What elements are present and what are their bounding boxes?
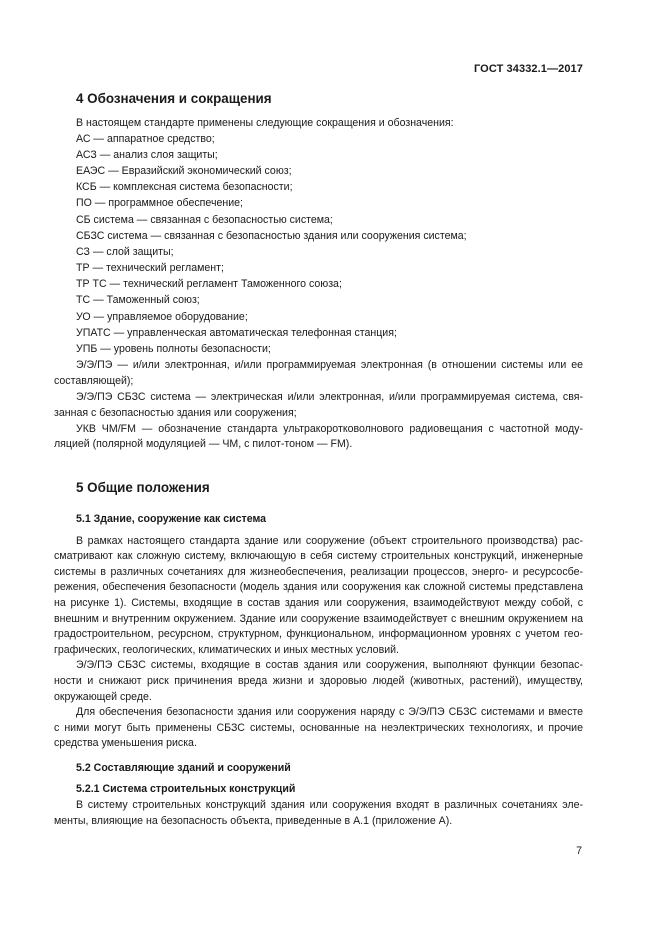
- section-5: [54, 479, 583, 829]
- abbreviation-item-line: Э/Э/ПЭ СБЗС система — электрическая и/или электронная, и/или программируемая система, свя-: [76, 391, 583, 403]
- abbreviation-item: ЕАЭС — Евразийский экономический союз;: [76, 164, 292, 177]
- page-number: 7: [576, 845, 582, 857]
- section-4: [54, 90, 583, 453]
- subsection-5-2-title: 5.2 Составляющие зданий и сооружений: [76, 761, 291, 774]
- document-code: ГОСТ 34332.1—2017: [473, 63, 583, 75]
- paragraph-line: сматривают как сложную систему, включающую в себя систему строительных конструкций, инженерные: [54, 550, 583, 563]
- paragraph-line: графических, геологических, климатических и иных местных условий.: [54, 643, 399, 656]
- section-4-intro: В настоящем стандарте применены следующие сокращения и обозначения:: [76, 117, 454, 129]
- abbreviation-item: АС — аппаратное средство;: [76, 132, 215, 145]
- abbreviation-item: СБЗС система — связанная с безопасностью здания или сооружения система;: [76, 229, 467, 242]
- abbreviation-item: УО — управляемое оборудование;: [76, 310, 248, 323]
- subsection-5-1-title: 5.1 Здание, сооружение как система: [76, 512, 267, 525]
- abbreviation-item: КСБ — комплексная система безопасности;: [76, 181, 293, 194]
- subsection-5-1-body: [54, 534, 583, 752]
- abbreviation-item-wrapped: [54, 390, 583, 421]
- abbreviation-item: СЗ — слой защиты;: [76, 245, 174, 258]
- paragraph-line: режения, обеспечения безопасности (модель здания или сооружения как сложной системы представлена: [54, 581, 583, 594]
- abbreviation-item: ТР ТС — технический регламент Таможенного союза;: [76, 278, 342, 291]
- abbreviation-wrapped-list: [54, 358, 583, 453]
- section-5-title: 5 Общие положения: [76, 479, 210, 495]
- abbreviation-item-continuation: ляцией (полярной модуляцией — ЧМ, с пилот-тоном — FM).: [54, 438, 353, 451]
- paragraph-line: градостроительном, ресурсном, структурном, функциональном, информационном уровнях с учетом гео-: [54, 628, 583, 641]
- abbreviation-item: ТР — технический регламент;: [76, 262, 224, 275]
- abbreviation-item: СБ система — связанная с безопасностью система;: [76, 213, 333, 226]
- abbreviation-item: АСЗ — анализ слоя защиты;: [76, 148, 218, 161]
- paragraph-first-line: В систему строительных конструкций здания или сооружения входят в различных сочетаниях эле-: [76, 799, 583, 812]
- abbreviation-item-line: УКВ ЧМ/FM — обозначение стандарта ультракоротковолнового радиовещания с частотной моду-: [76, 422, 583, 435]
- paragraph-first-line: В рамках настоящего стандарта здание или сооружение (объект строительного производства) рас-: [76, 534, 583, 547]
- abbreviation-item-wrapped: [54, 358, 583, 389]
- abbreviation-list: [76, 132, 583, 358]
- subsection-5-2-1-body: [54, 798, 583, 829]
- abbreviation-item: УПАТС — управленческая автоматическая телефонная станция;: [76, 326, 397, 339]
- body-paragraph: [54, 658, 583, 705]
- paragraph-line: средства уменьшения риска.: [54, 737, 197, 750]
- page-content: [54, 90, 583, 829]
- abbreviation-item-continuation: составляющей);: [54, 374, 134, 387]
- subsection-5-2-1-title: 5.2.1 Система строительных конструкций: [76, 783, 296, 796]
- abbreviation-item: ТС — Таможенный союз;: [76, 294, 200, 307]
- paragraph-first-line: Для обеспечения безопасности здания или сооружения наряду с Э/Э/ПЭ СБЗС системами и вместе: [76, 706, 583, 719]
- section-4-title: 4 Обозначения и сокращения: [76, 91, 272, 106]
- paragraph-line: менты, влияющие на безопасность объекта, приведенные в А.1 (приложение А).: [54, 814, 453, 827]
- abbreviation-item: УПБ — уровень полноты безопасности;: [76, 343, 271, 356]
- paragraph-line: внешним и внутренним окружением. Здание или сооружение взаимодействует с внешним окружением на: [54, 612, 583, 625]
- body-paragraph: [54, 798, 583, 829]
- paragraph-first-line: Э/Э/ПЭ СБЗС системы, входящие в состав здания или сооружения, выполняют функции безопас-: [76, 659, 583, 672]
- abbreviation-item-wrapped: [54, 422, 583, 453]
- paragraph-line: системы в различных сочетаниях для жизнеобеспечения, реализации процессов, энерго- и ресурсосбе-: [54, 565, 583, 578]
- body-paragraph: [54, 705, 583, 752]
- body-paragraph: [54, 534, 583, 659]
- paragraph-line: окружающей среде.: [54, 690, 152, 703]
- paragraph-line: ности и снижают риск причинения вреда жизни и здоровью людей (животных, растений), имуществу,: [54, 674, 583, 687]
- abbreviation-item-line: Э/Э/ПЭ — и/или электронная, и/или программируемая электронная (в отношении системы или ее: [76, 359, 583, 372]
- paragraph-line: на рисунке 1). Системы, входящие в состав здания или сооружения, взаимодействуют между собой, с: [54, 596, 583, 609]
- abbreviation-item-continuation: занная с безопасностью здания или сооружения;: [54, 406, 297, 419]
- abbreviation-item: ПО — программное обеспечение;: [76, 197, 243, 210]
- paragraph-line: с ними могут быть применены СБЗС системы, основанные на неэлектрических технологиях, и прочие: [54, 721, 583, 734]
